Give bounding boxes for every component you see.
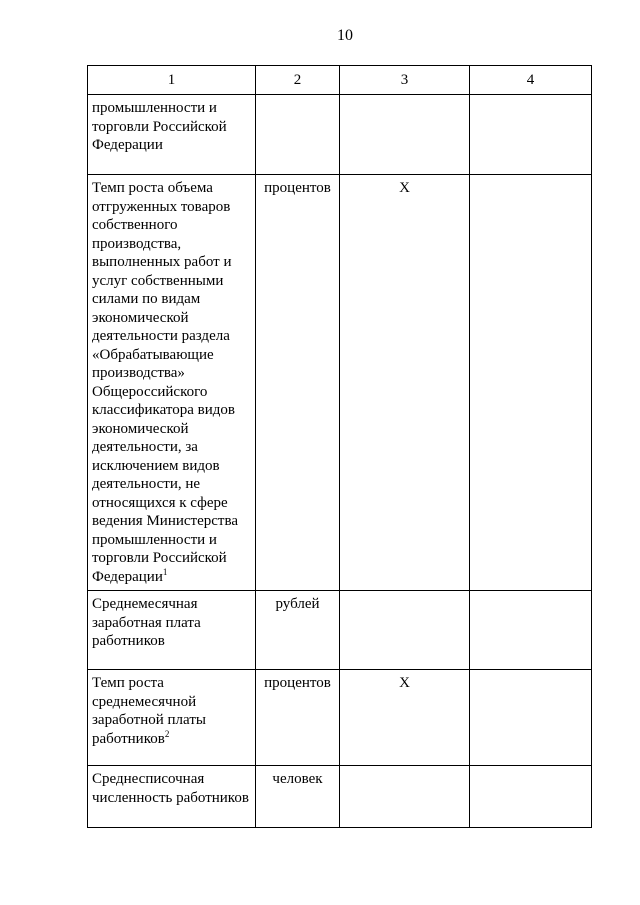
- indicator-name-cell: [88, 175, 256, 591]
- indicator-name: Среднесписочная численность работников: [92, 771, 249, 806]
- column-3-cell: X: [340, 670, 470, 766]
- column-3-cell: [340, 95, 470, 175]
- indicator-name-cell: [88, 95, 256, 175]
- column-3-cell: [340, 766, 470, 828]
- indicator-name: Темп роста среднемесячной заработной платы работников: [92, 675, 206, 747]
- unit-cell: человек: [256, 766, 340, 828]
- footnote-marker: 1: [162, 566, 168, 577]
- unit-cell: процентов: [256, 175, 340, 591]
- indicator-name-cell: [88, 591, 256, 670]
- table-row: [88, 175, 592, 591]
- column-4-cell: [470, 591, 592, 670]
- column-header-4: 4: [470, 66, 592, 95]
- column-3-cell: [340, 591, 470, 670]
- column-4-cell: [470, 766, 592, 828]
- table-row: [88, 670, 592, 766]
- column-4-cell: [470, 670, 592, 766]
- page-number: 10: [337, 27, 353, 44]
- column-header-1: 1: [88, 66, 256, 95]
- unit-cell: рублей: [256, 591, 340, 670]
- column-header-3: 3: [340, 66, 470, 95]
- column-3-cell: X: [340, 175, 470, 591]
- footnote-marker: 2: [164, 728, 170, 739]
- indicator-name: Среднемесячная заработная плата работников: [92, 596, 201, 649]
- indicator-name-cell: [88, 670, 256, 766]
- column-header-2: 2: [256, 66, 340, 95]
- table-row: [88, 766, 592, 828]
- unit-cell: [256, 95, 340, 175]
- column-4-cell: [470, 175, 592, 591]
- unit-cell: процентов: [256, 670, 340, 766]
- indicators-table: [87, 65, 592, 828]
- indicator-name: промышленности и торговли Российской Федерации: [92, 100, 227, 153]
- column-4-cell: [470, 95, 592, 175]
- indicator-name-cell: [88, 766, 256, 828]
- table-row: [88, 95, 592, 175]
- table-header-row: [88, 66, 592, 95]
- table-row: [88, 591, 592, 670]
- indicator-name: Темп роста объема отгруженных товаров собственного производства, выполненных работ и услуг собственными силами по видам экономической деятельности раздела «Обрабатывающие производства» Общероссийского классификатора видов экономической деятельности, за исключением видов деятельности, не относящихся к сфере ведения Министерства промышленности и торговли Российской Федерации: [92, 180, 238, 585]
